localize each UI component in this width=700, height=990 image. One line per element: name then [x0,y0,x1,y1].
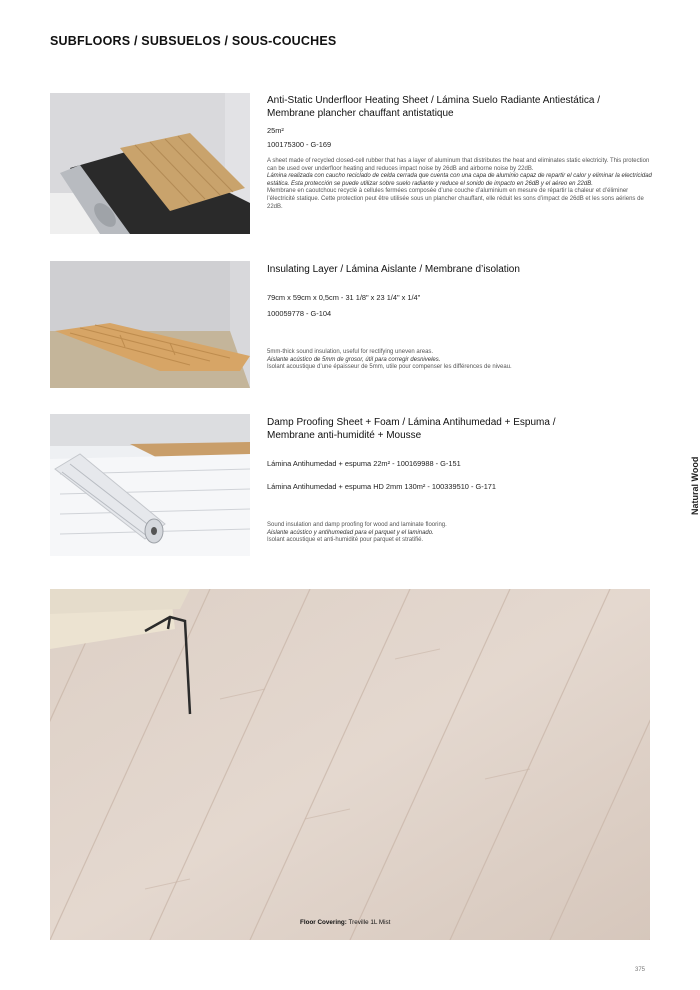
product-description-en: Sound insulation and damp proofing for wood and laminate flooring. [267,522,447,528]
page-title: SUBFLOORS / SUBSUELOS / SOUS-COUCHES [50,34,337,48]
product-description-es: Aislante acústico y antihumedad para el parquet y el laminado. [267,529,434,536]
product-size: 25m² [267,126,284,135]
product-description-fr: Isolant acoustique et anti-humidité pour parquet et stratifié. [267,537,424,544]
product-description-en: 5mm-thick sound insulation, useful for rectifying uneven areas. [267,349,434,355]
product-size: 79cm x 59cm x 0,5cm - 31 1/8" x 23 1/4" x 1/4" [267,293,421,302]
floor-photo [50,589,650,940]
product-description-es: Aislante acústico de 5mm de grosor, útil para corregir desniveles. [267,356,441,363]
product-title: Membrane plancher chauffant antistatique [267,108,454,119]
product-title: Damp Proofing Sheet + Foam / Lámina Antihumedad + Espuma / [267,417,556,428]
product-description-es: Lámina realizada con caucho reciclado de celda cerrada que cuenta con una capa de aluminio capaz de repartir el calor y eliminar la electricidad estática. Esta protección se puede utilizar sobre suelo radiante y reduce el sonido de impacto en 26dB y el aéreo en 22dB. [267,173,652,187]
product-description-fr: Membrane en caoutchouc recyclé à cellules fermées composée d’une couche d’aluminium en mesure de répartir la chaleur et d’éliminer l’électricité statique. Cette protection peut être utilisée sous un plancher chauffant, elle réduit les sons d’impact de 26dB et les sons aériens de 22dB. [267,188,644,210]
product-ref: 100175300 - G-169 [267,140,332,149]
product-title: Membrane anti-humidité + Mousse [267,430,422,441]
product-ref: Lámina Antihumedad + espuma HD 2mm 130m² - 100339510 - G-171 [267,482,497,491]
product-antistatic [267,94,652,211]
product-insulating [267,263,652,372]
product-image-insulating-layer [50,261,250,388]
product-description-en: A sheet made of recycled closed-cell rubber that has a layer of aluminum that distributes the heat and eliminates static electricity. This protection can be used over underfloor heating and reduces impact noise by 26dB and airborne noise by 22dB. [267,158,650,172]
floor-covering-caption [300,919,390,926]
side-section-label: Natural Wood [690,456,700,515]
caption-value: Treville 1L Mist [348,919,391,926]
page-number: 375 [634,967,645,973]
caption-label: Floor Covering: [300,919,347,926]
product-title: Anti-Static Underfloor Heating Sheet / Lámina Suelo Radiante Antiestática / [267,95,600,106]
product-damp-proofing [267,416,652,545]
product-ref: 100059778 - G-104 [267,309,332,318]
product-image-damp-proofing [50,414,250,556]
product-image-antistatic-sheet [50,93,250,234]
product-ref: Lámina Antihumedad + espuma 22m² - 100169988 - G-151 [267,459,461,468]
product-description-fr: Isolant acoustique d’une épaisseur de 5mm, utile pour compenser les différences de niveau. [267,364,512,371]
product-title: Insulating Layer / Lámina Aislante / Membrane d’isolation [267,264,520,275]
